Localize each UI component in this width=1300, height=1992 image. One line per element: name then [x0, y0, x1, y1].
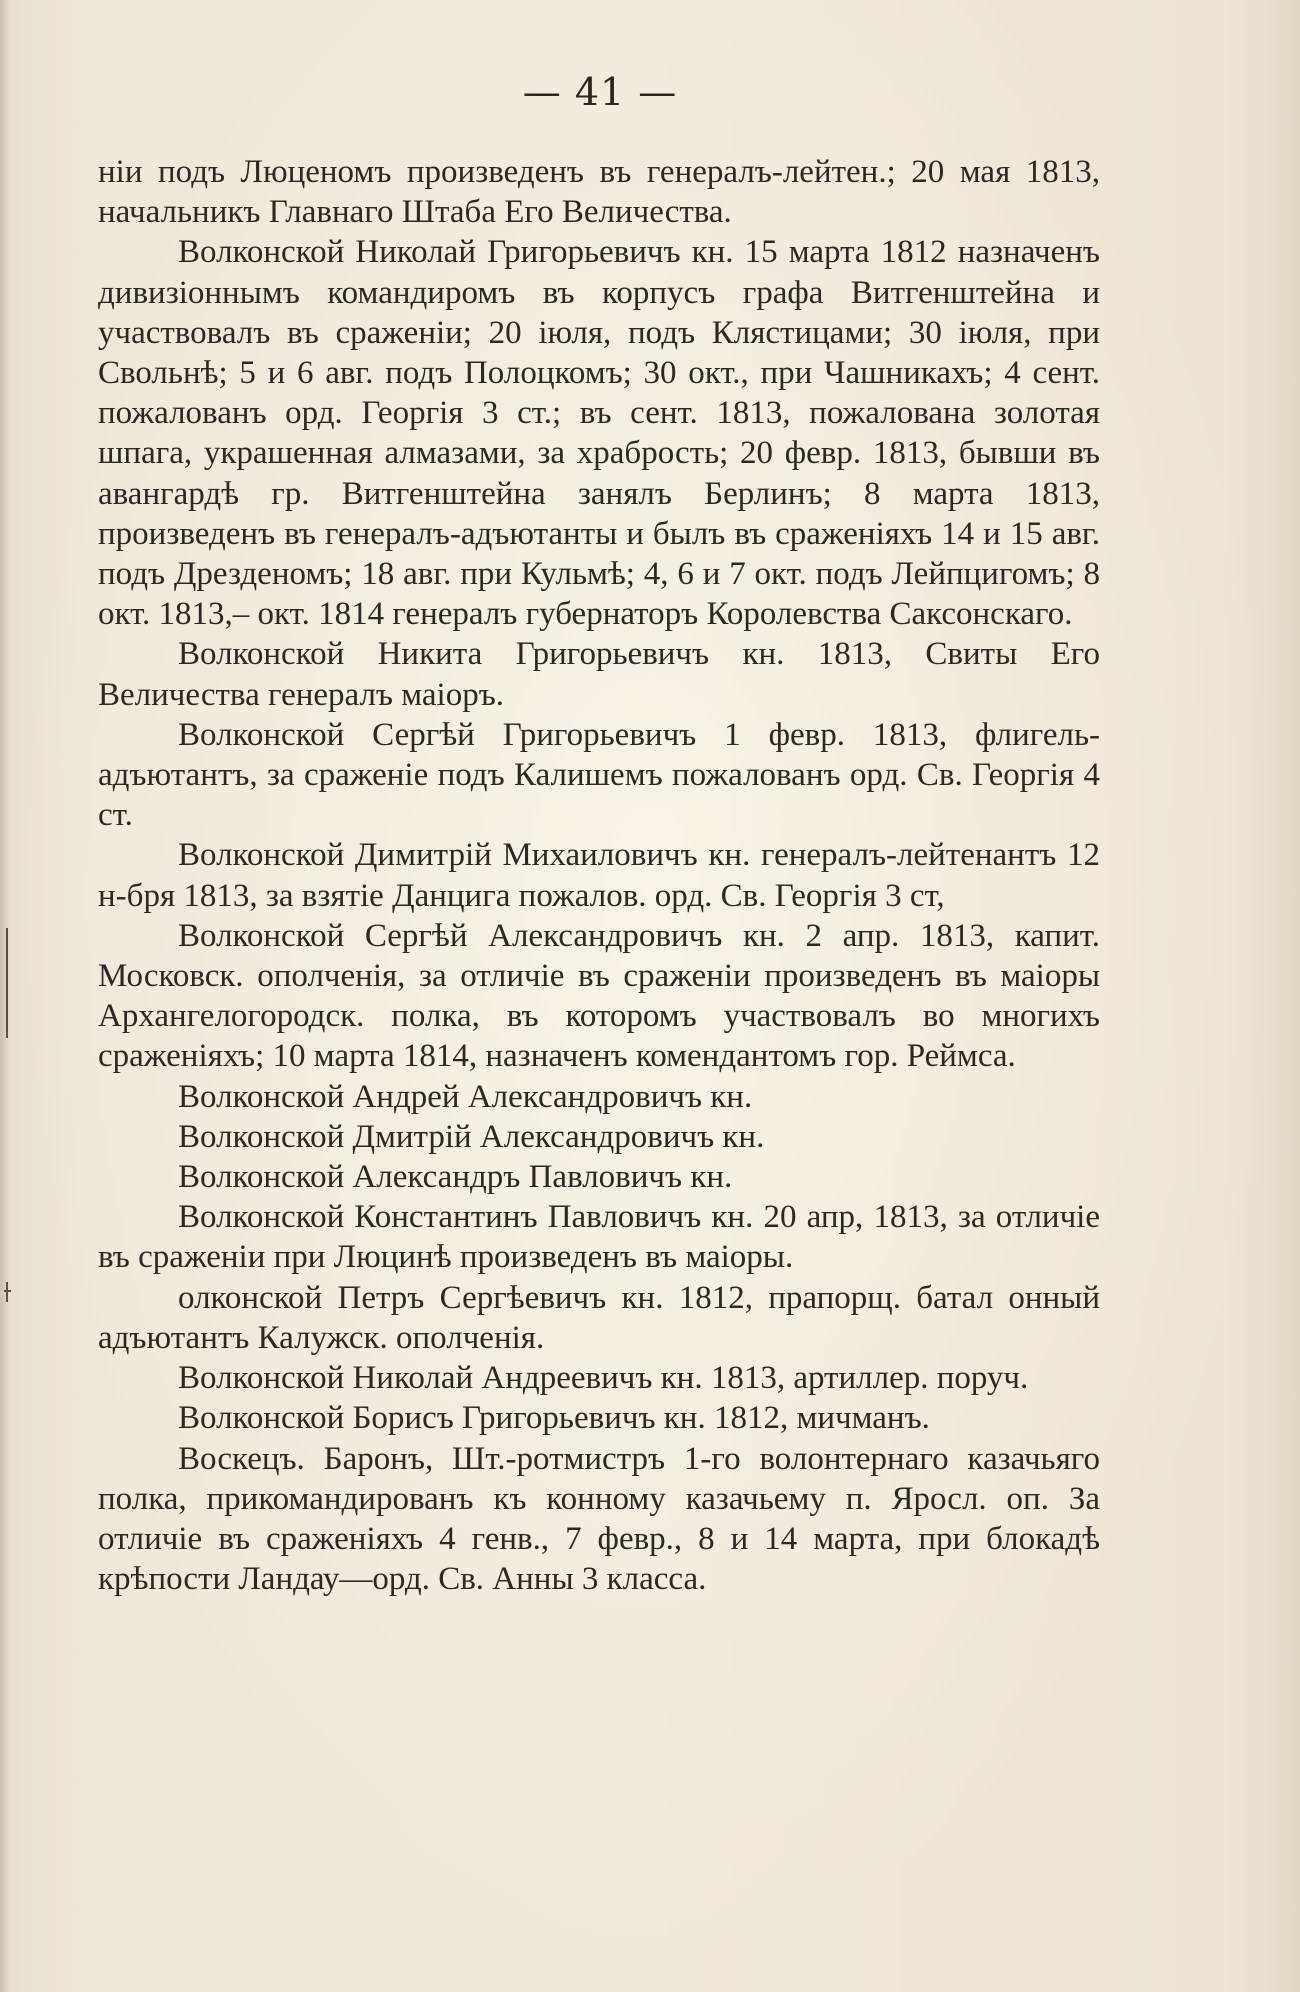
paragraph: Волконской Александръ Павловичъ кн.	[178, 1159, 733, 1196]
paragraph: Волконской Сергѣй Григорьевичъ 1 февр. 1813, флигель-адъютантъ, за сраженіе подъ Калишемъ пожалованъ орд. Св. Георгія 4 ст.	[98, 716, 1100, 834]
paragraph: Волконской Никита Григорьевичъ кн. 1813, Свиты Его Величества генералъ маіоръ.	[98, 636, 1100, 713]
paragraph: Волконской Николай Андреевичъ кн. 1813, артиллер. поруч.	[178, 1360, 1029, 1397]
paragraph: Волконской Борисъ Григорьевичъ кн. 1812, мичманъ.	[178, 1400, 930, 1437]
paragraph: ніи подъ Люценомъ произведенъ въ генералъ-лейтен.; 20 мая 1813, начальникъ Главнаго Штаба Его Величества.	[98, 154, 1100, 231]
paragraph: Волконской Дмитрій Александровичъ кн.	[178, 1118, 765, 1155]
paragraph: Волконской Андрей Александровичъ кн.	[178, 1078, 753, 1115]
body-text	[98, 152, 1100, 1599]
margin-mark	[6, 1282, 8, 1302]
binding-edge	[0, 0, 10, 1992]
paragraph: Волконской Сергѣй Александровичъ кн. 2 апр. 1813, капит. Московск. ополченія, за отличіе въ сраженіи произведенъ въ маіоры Архангелогородск. полка, въ которомъ участвовалъ во многихъ сраженіяхъ; 10 марта 1814, назначенъ комендантомъ гор. Реймса.	[98, 917, 1100, 1075]
margin-mark	[6, 928, 8, 1038]
page-number: — 41 —	[522, 70, 678, 114]
paragraph: Волконской Константинъ Павловичъ кн. 20 апр, 1813, за отличіе въ сраженіи при Люцинѣ произведенъ въ маіоры.	[98, 1199, 1100, 1276]
paragraph: олконской Петръ Сергѣевичъ кн. 1812, прапорщ. батал онный адъютантъ Калужск. ополченія.	[98, 1279, 1100, 1356]
paragraph: Волконской Николай Григорьевичъ кн. 15 марта 1812 назначенъ дивизіоннымъ командиромъ въ корпусъ графа Витгенштейна и участвовалъ въ сраженіи; 20 іюля, подъ Клястицами; 30 іюля, при Свольнѣ; 5 и 6 авг. подъ Полоцкомъ; 30 окт., при Чашникахъ; 4 сент. пожалованъ орд. Георгія 3 ст.; въ сент. 1813, пожалована золотая шпага, украшенная алмазами, за храбрость; 20 февр. 1813, бывши въ авангардѣ гр. Витгенштейна занялъ Берлинъ; 8 марта 1813, произведенъ въ генералъ-адъютанты и былъ въ сраженіяхъ 14 и 15 авг. подъ Дрезденомъ; 18 авг. при Кульмѣ; 4, 6 и 7 окт. подъ Лейпцигомъ; 8 окт. 1813,– окт. 1814 генералъ губернаторъ Королевства Саксонскаго.	[98, 234, 1100, 633]
paragraph: Волконской Димитрій Михаиловичъ кн. генералъ-лейтенантъ 12 н-бря 1813, за взятіе Данцига пожалов. орд. Св. Георгія 3 ст,	[98, 837, 1100, 914]
paragraph: Воскецъ. Баронъ, Шт.-ротмистръ 1-го волонтернаго казачьяго полка, прикомандированъ къ конному казачьему п. Яросл. оп. За отличіе въ сраженіяхъ 4 генв., 7 февр., 8 и 14 марта, при блокадѣ крѣпости Ландау—орд. Св. Анны 3 класса.	[98, 1440, 1100, 1598]
